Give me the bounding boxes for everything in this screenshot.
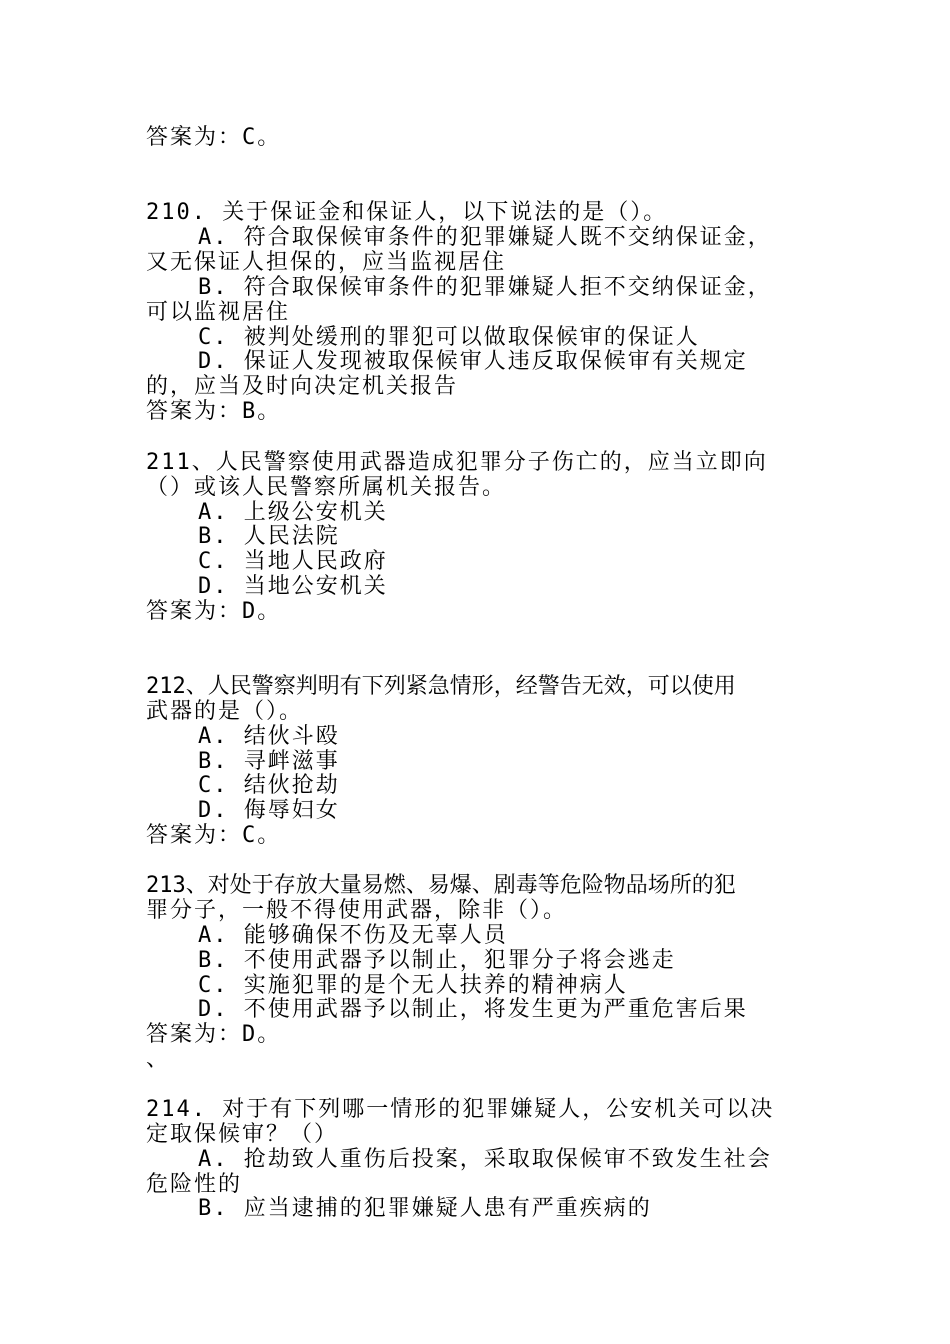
q210-option-c: C. 被判处缓刑的罪犯可以做取保候审的保证人 [198, 325, 700, 350]
previous-answer: 答案为：C。 [146, 125, 282, 150]
q211-option-c: C. 当地人民政府 [198, 549, 388, 574]
q211-option-d: D. 当地公安机关 [198, 574, 388, 599]
q213-stem: 213、对处于存放大量易燃、易爆、剧毒等危险物品场所的犯 [146, 873, 736, 898]
q210-option-d: D. 保证人发现被取保候审人违反取保候审有关规定 [198, 349, 748, 374]
q210-option-b-cont: 可以监视居住 [146, 300, 291, 325]
q212-option-c: C. 结伙抢劫 [198, 773, 340, 798]
q211-stem: 211、人民警察使用武器造成犯罪分子伤亡的，应当立即向 [146, 450, 768, 475]
q213-option-d: D. 不使用武器予以制止，将发生更为严重危害后果 [198, 997, 748, 1022]
q214-option-a-cont: 危险性的 [146, 1172, 243, 1197]
q214-option-a: A. 抢劫致人重伤后投案，采取取保候审不致发生社会 [198, 1147, 772, 1172]
q214-stem-cont: 定取保候审？（） [146, 1122, 339, 1147]
q212-option-d: D. 侮辱妇女 [198, 798, 340, 823]
q212-option-a: A. 结伙斗殴 [198, 724, 340, 749]
q210-option-a-cont: 又无保证人担保的，应当监视居住 [146, 250, 507, 275]
q210-stem: 210. 关于保证金和保证人，以下说法的是（）。 [146, 200, 668, 225]
q211-stem-cont: （）或该人民警察所属机关报告。 [146, 475, 507, 500]
q211-option-a: A. 上级公安机关 [198, 500, 388, 525]
q212-answer: 答案为：C。 [146, 823, 282, 848]
q212-stem: 212、人民警察判明有下列紧急情形，经警告无效，可以使用 [146, 674, 736, 699]
q210-option-b: B. 符合取保候审条件的犯罪嫌疑人拒不交纳保证金， [198, 275, 772, 300]
q213-option-b: B. 不使用武器予以制止，犯罪分子将会逃走 [198, 948, 676, 973]
q213-option-c: C. 实施犯罪的是个无人扶养的精神病人 [198, 973, 628, 998]
q210-option-a: A. 符合取保候审条件的犯罪嫌疑人既不交纳保证金， [198, 225, 772, 250]
q212-option-b: B. 寻衅滋事 [198, 749, 340, 774]
q213-stem-cont: 罪分子，一般不得使用武器，除非（）。 [146, 898, 568, 923]
q211-option-b: B. 人民法院 [198, 524, 340, 549]
q210-answer: 答案为：B。 [146, 399, 282, 424]
q214-option-b: B. 应当逮捕的犯罪嫌疑人患有严重疾病的 [198, 1196, 652, 1221]
q211-answer: 答案为：D。 [146, 599, 282, 624]
q212-stem-cont: 武器的是（）。 [146, 699, 304, 724]
q210-option-d-cont: 的，应当及时向决定机关报告 [146, 374, 459, 399]
q214-stem: 214. 对于有下列哪一情形的犯罪嫌疑人，公安机关可以决 [146, 1097, 775, 1122]
q213-option-a: A. 能够确保不伤及无辜人员 [198, 923, 508, 948]
q213-answer: 答案为：D。 [146, 1022, 282, 1047]
stray-mark: 、 [146, 1047, 171, 1072]
